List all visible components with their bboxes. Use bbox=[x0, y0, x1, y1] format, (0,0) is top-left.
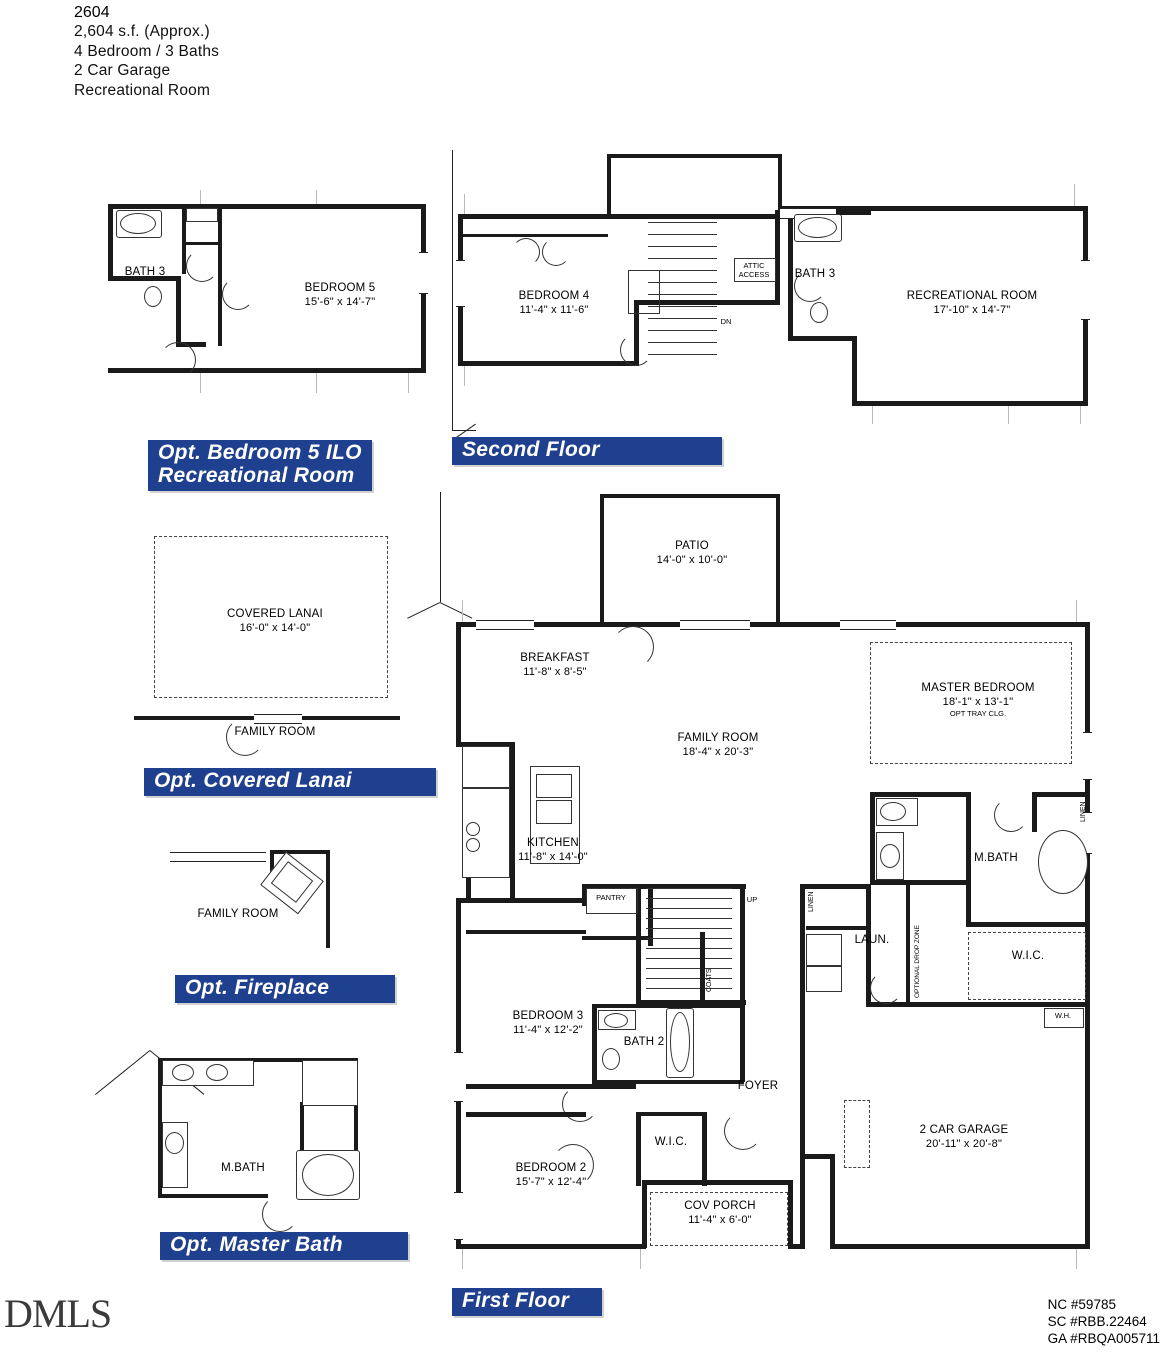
attic-access-line1: ATTIC bbox=[743, 261, 765, 270]
mbath-label: M.BATH bbox=[974, 852, 1018, 864]
rec-room-label: RECREATIONAL ROOM bbox=[906, 290, 1038, 302]
garage-dim: 20'-11" x 20'-8" bbox=[925, 1137, 1003, 1150]
fireplace-family-room-label: FAMILY ROOM bbox=[197, 908, 279, 920]
license-ga: GA #RBQA005711 bbox=[1047, 1331, 1160, 1346]
bath2-label: BATH 2 bbox=[623, 1036, 665, 1048]
stair-dn-label: DN bbox=[720, 317, 732, 326]
family-room-dim: 18'-4" x 20'-3" bbox=[682, 745, 754, 758]
bedroom5-dim: 15'-6" x 14'-7" bbox=[304, 295, 376, 308]
opt-mbath-label: M.BATH bbox=[221, 1162, 265, 1174]
opt-bedroom5-plan bbox=[100, 190, 430, 405]
patio-label: PATIO bbox=[675, 540, 709, 552]
second-floor-plan bbox=[452, 150, 1092, 410]
banner-opt-bedroom5-line1: Opt. Bedroom 5 ILO bbox=[158, 441, 362, 464]
banner-opt-fireplace bbox=[175, 975, 395, 1003]
banner-second-floor-label: Second Floor bbox=[462, 438, 600, 461]
laundry-label: LAUN. bbox=[854, 934, 890, 946]
banner-opt-master-bath bbox=[160, 1232, 408, 1260]
dmls-logo: DMLS bbox=[4, 1291, 112, 1336]
license-nc: NC #59785 bbox=[1047, 1297, 1116, 1312]
kitchen-dim: 11'-8" x 14'-0" bbox=[518, 850, 588, 863]
plan-rec-room: Recreational Room bbox=[74, 81, 211, 99]
license-sc: SC #RBB.22464 bbox=[1047, 1314, 1147, 1329]
banner-first-floor-label: First Floor bbox=[462, 1289, 570, 1312]
breakfast-label: BREAKFAST bbox=[520, 652, 590, 664]
wic-master-label: W.I.C. bbox=[1011, 950, 1045, 962]
optional-drop-zone-label: OPTIONAL DROP ZONE bbox=[914, 925, 921, 998]
bedroom4-label: BEDROOM 4 bbox=[518, 290, 590, 302]
coats-label: COATS bbox=[706, 968, 713, 992]
plan-garage: 2 Car Garage bbox=[74, 62, 171, 79]
pantry-label: PANTRY bbox=[596, 893, 626, 902]
first-floor-plan bbox=[440, 492, 1100, 1262]
banner-first-floor bbox=[452, 1288, 602, 1316]
breakfast-dim: 11'-8" x 8'-5" bbox=[523, 665, 587, 678]
stair-up-label: UP bbox=[746, 895, 758, 904]
banner-opt-covered-lanai-label: Opt. Covered Lanai bbox=[154, 769, 352, 792]
water-heater-label: W.H. bbox=[1054, 1011, 1072, 1020]
master-bedroom-label: MASTER BEDROOM bbox=[921, 682, 1035, 694]
bedroom4-dim: 11'-4" x 11'-6" bbox=[519, 303, 589, 316]
garage-label: 2 CAR GARAGE bbox=[919, 1124, 1009, 1136]
lanai-family-room-label: FAMILY ROOM bbox=[234, 726, 316, 738]
cov-porch-dim: 11'-4" x 6'-0" bbox=[688, 1213, 752, 1226]
patio-dim: 14'-0" x 10'-0" bbox=[656, 553, 728, 566]
linen-left-label: LINEN bbox=[808, 891, 815, 912]
covered-lanai-label: COVERED LANAI bbox=[227, 608, 323, 620]
master-bedroom-note: OPT TRAY CLG. bbox=[949, 709, 1007, 718]
plan-area: 2,604 s.f. (Approx.) bbox=[74, 23, 210, 40]
bedroom5-label: BEDROOM 5 bbox=[304, 282, 376, 294]
rec-room-dim: 17'-10" x 14'-7" bbox=[933, 303, 1011, 316]
plan-number: 2604 bbox=[74, 4, 110, 21]
license-block bbox=[1048, 1296, 1160, 1347]
plan-bedrooms-baths: 4 Bedroom / 3 Baths bbox=[74, 42, 220, 60]
linen-right-label: LINEN bbox=[1080, 801, 1087, 822]
banner-opt-covered-lanai bbox=[144, 768, 436, 796]
plan-header bbox=[74, 4, 494, 100]
opt-fireplace-plan bbox=[150, 832, 410, 942]
foyer-label: FOYER bbox=[737, 1080, 779, 1092]
wic-foyer-label: W.I.C. bbox=[654, 1136, 688, 1148]
kitchen-label: KITCHEN bbox=[527, 837, 579, 849]
bath3-label: BATH 3 bbox=[124, 266, 166, 278]
family-room-label: FAMILY ROOM bbox=[677, 732, 759, 744]
opt-master-bath-plan bbox=[150, 1050, 410, 1230]
covered-lanai-dim: 16'-0" x 14'-0" bbox=[239, 621, 311, 634]
banner-second-floor bbox=[452, 437, 722, 465]
banner-opt-bedroom5 bbox=[148, 440, 372, 491]
bedroom2-dim: 15'-7" x 12'-4" bbox=[515, 1175, 587, 1188]
opt-covered-lanai-plan bbox=[130, 528, 430, 738]
second-floor-bath3-label: BATH 3 bbox=[794, 268, 836, 280]
banner-opt-bedroom5-line2: Recreational Room bbox=[158, 464, 355, 487]
cov-porch-label: COV PORCH bbox=[684, 1200, 756, 1212]
bedroom3-label: BEDROOM 3 bbox=[512, 1010, 584, 1022]
bedroom2-label: BEDROOM 2 bbox=[515, 1162, 587, 1174]
bedroom3-dim: 11'-4" x 12'-2" bbox=[513, 1023, 583, 1036]
attic-access-line2: ACCESS bbox=[738, 270, 770, 279]
master-bedroom-dim: 18'-1" x 13'-1" bbox=[942, 695, 1014, 708]
banner-opt-fireplace-label: Opt. Fireplace bbox=[185, 976, 330, 999]
banner-opt-master-bath-label: Opt. Master Bath bbox=[170, 1233, 343, 1256]
